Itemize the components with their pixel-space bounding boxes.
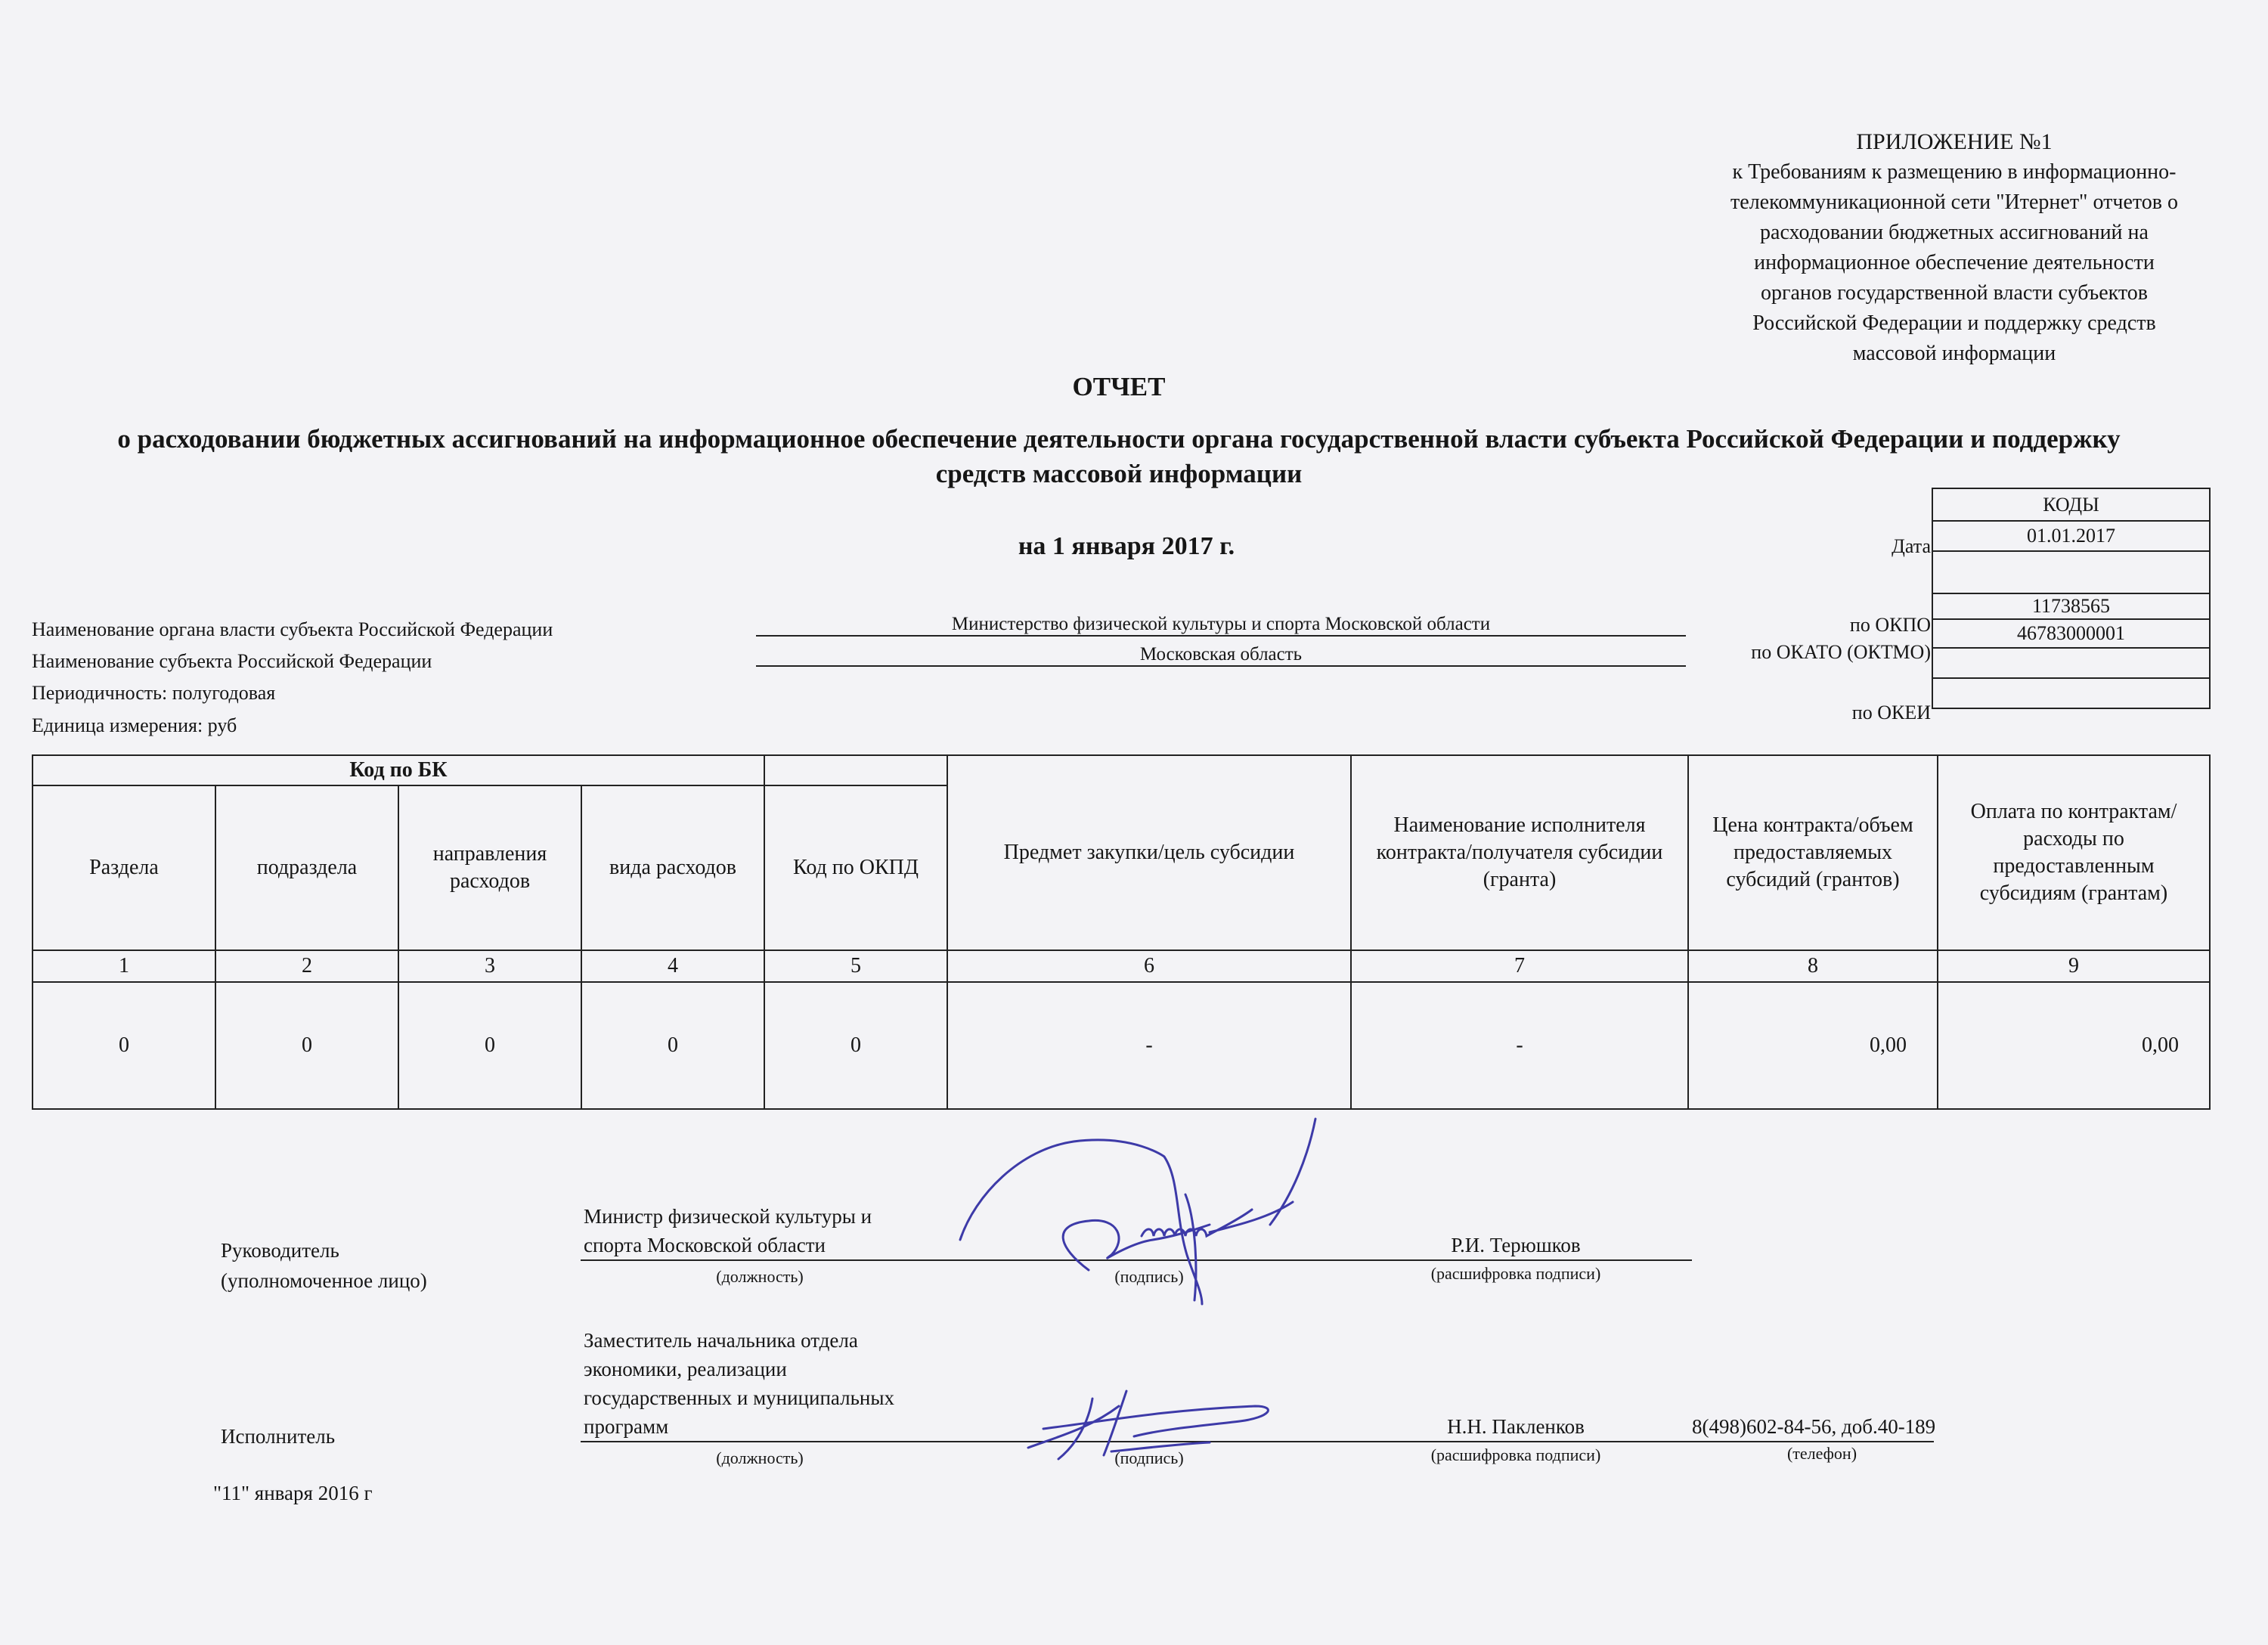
column-number: 7 — [1351, 950, 1688, 982]
okato-code-label: по ОКАТО (ОКТМО) — [1751, 641, 1931, 663]
signature-caption: (подпись) — [1114, 1267, 1184, 1286]
appendix-line: расходовании бюджетных ассигнований на — [1760, 221, 2149, 244]
report-subtitle — [30, 422, 2208, 491]
head-position-line: спорта Московской области — [584, 1234, 826, 1256]
table-cell: 0,00 — [1938, 982, 2210, 1109]
appendix-line: информационное обеспечение деятельности — [1754, 251, 2155, 274]
table-cell: - — [1351, 982, 1688, 1109]
position-caption: (должность) — [716, 1448, 804, 1467]
okpo-code-label: по ОКПО — [1849, 614, 1931, 636]
okato-code-cell: 46783000001 — [1932, 619, 2210, 648]
table-cell: 0 — [764, 982, 947, 1109]
report-subtitle-line: средств массовой информации — [935, 459, 1303, 488]
column-number: 5 — [764, 950, 947, 982]
subject-label: Наименование субъекта Российской Федерации — [32, 650, 432, 672]
executor-label: Исполнитель — [221, 1425, 336, 1448]
table-cell: 0 — [33, 982, 215, 1109]
empty-code-cell — [1932, 648, 2210, 678]
signing-date: "11" января 2016 г — [213, 1482, 373, 1504]
executor-phone: 8(498)602-84-56, доб.40-189 — [1692, 1415, 1936, 1438]
unit-label: Единица измерения: руб — [32, 714, 237, 736]
head-label-line: (уполномоченное лицо) — [221, 1269, 427, 1292]
contract-price-header: Цена контракта/объем предоставляемых субсидий (грантов) — [1688, 755, 1938, 950]
date-code-label: Дата — [1892, 535, 1931, 557]
expenses-table — [32, 754, 2211, 1110]
expense-type-header: вида расходов — [581, 785, 764, 950]
direction-header: направления расходов — [398, 785, 581, 950]
column-number: 8 — [1688, 950, 1938, 982]
signature-caption: (подпись) — [1114, 1448, 1184, 1467]
column-number: 6 — [947, 950, 1351, 982]
okpd-header: Код по ОКПД — [764, 785, 947, 950]
table-cell: - — [947, 982, 1351, 1109]
head-position-line: Министр физической культуры и — [584, 1205, 872, 1228]
codes-header: КОДЫ — [1932, 488, 2210, 521]
table-cell: 0 — [215, 982, 398, 1109]
executor-position-line: экономики, реализации — [584, 1358, 787, 1380]
executor-position-line: Заместитель начальника отдела — [584, 1329, 858, 1352]
head-label-line: Руководитель — [221, 1239, 339, 1262]
appendix-block — [1678, 127, 2230, 369]
column-number: 9 — [1938, 950, 2210, 982]
executor-position-line: программ — [584, 1415, 669, 1438]
head-label — [221, 1235, 427, 1296]
okpo-code-cell: 11738565 — [1932, 593, 2210, 619]
executor-signature — [1013, 1376, 1285, 1474]
bk-code-group-header: Код по БК — [33, 755, 764, 785]
org-label: Наименование органа власти субъекта Российской Федерации — [32, 618, 553, 640]
subsection-header: подраздела — [215, 785, 398, 950]
executor-name: Н.Н. Пакленков — [1447, 1415, 1585, 1438]
head-signature — [937, 1111, 1346, 1308]
report-date: на 1 января 2017 г. — [1018, 532, 1235, 560]
phone-caption: (телефон) — [1786, 1444, 1857, 1463]
table-cell: 0 — [398, 982, 581, 1109]
table-cell: 0,00 — [1688, 982, 1938, 1109]
executor-position — [584, 1326, 894, 1441]
date-code-cell: 01.01.2017 — [1932, 521, 2210, 551]
column-number: 2 — [215, 950, 398, 982]
column-number: 1 — [33, 950, 215, 982]
section-header: Раздела — [33, 785, 215, 950]
report-subtitle-line: о расходовании бюджетных ассигнований на информационное обеспечение деятельности органа государственной власти субъекта Российской Федерации и поддержку — [117, 424, 2121, 454]
appendix-line: массовой информации — [1852, 342, 2056, 365]
okei-code-label: по ОКЕИ — [1851, 702, 1931, 723]
subject-of-purchase-header: Предмет закупки/цель субсидии — [947, 755, 1351, 950]
appendix-line: телекоммуникационной сети "Итернет" отчетов о — [1730, 191, 2178, 214]
okpd-header-top — [764, 755, 947, 785]
period-label: Периодичность: полугодовая — [32, 682, 276, 704]
subject-value: Московская область — [756, 644, 1686, 667]
table-cell: 0 — [581, 982, 764, 1109]
okei-code-cell — [1932, 678, 2210, 708]
report-title: ОТЧЕТ — [1072, 372, 1166, 401]
head-name: Р.И. Терюшков — [1451, 1234, 1581, 1256]
executor-position-line: государственных и муниципальных — [584, 1386, 894, 1409]
column-number: 4 — [581, 950, 764, 982]
decode-caption: (расшифровка подписи) — [1430, 1445, 1601, 1464]
appendix-line: Российской Федерации и поддержку средств — [1752, 311, 2156, 335]
appendix-line: органов государственной власти субъектов — [1760, 281, 2149, 305]
codes-table — [1932, 488, 2211, 709]
payment-header: Оплата по контрактам/расходы по предоставленным субсидиям (грантам) — [1938, 755, 2210, 950]
org-value: Министерство физической культуры и спорта Московской области — [756, 614, 1686, 637]
appendix-title: ПРИЛОЖЕНИЕ №1 — [1856, 129, 2053, 154]
contractor-header: Наименование исполнителя контракта/получателя субсидии (гранта) — [1351, 755, 1688, 950]
empty-code-cell — [1932, 551, 2210, 593]
decode-caption: (расшифровка подписи) — [1430, 1264, 1601, 1283]
head-position — [584, 1202, 872, 1259]
appendix-line: к Требованиям к размещению в информационно- — [1732, 160, 2177, 184]
position-caption: (должность) — [716, 1267, 804, 1286]
column-number: 3 — [398, 950, 581, 982]
